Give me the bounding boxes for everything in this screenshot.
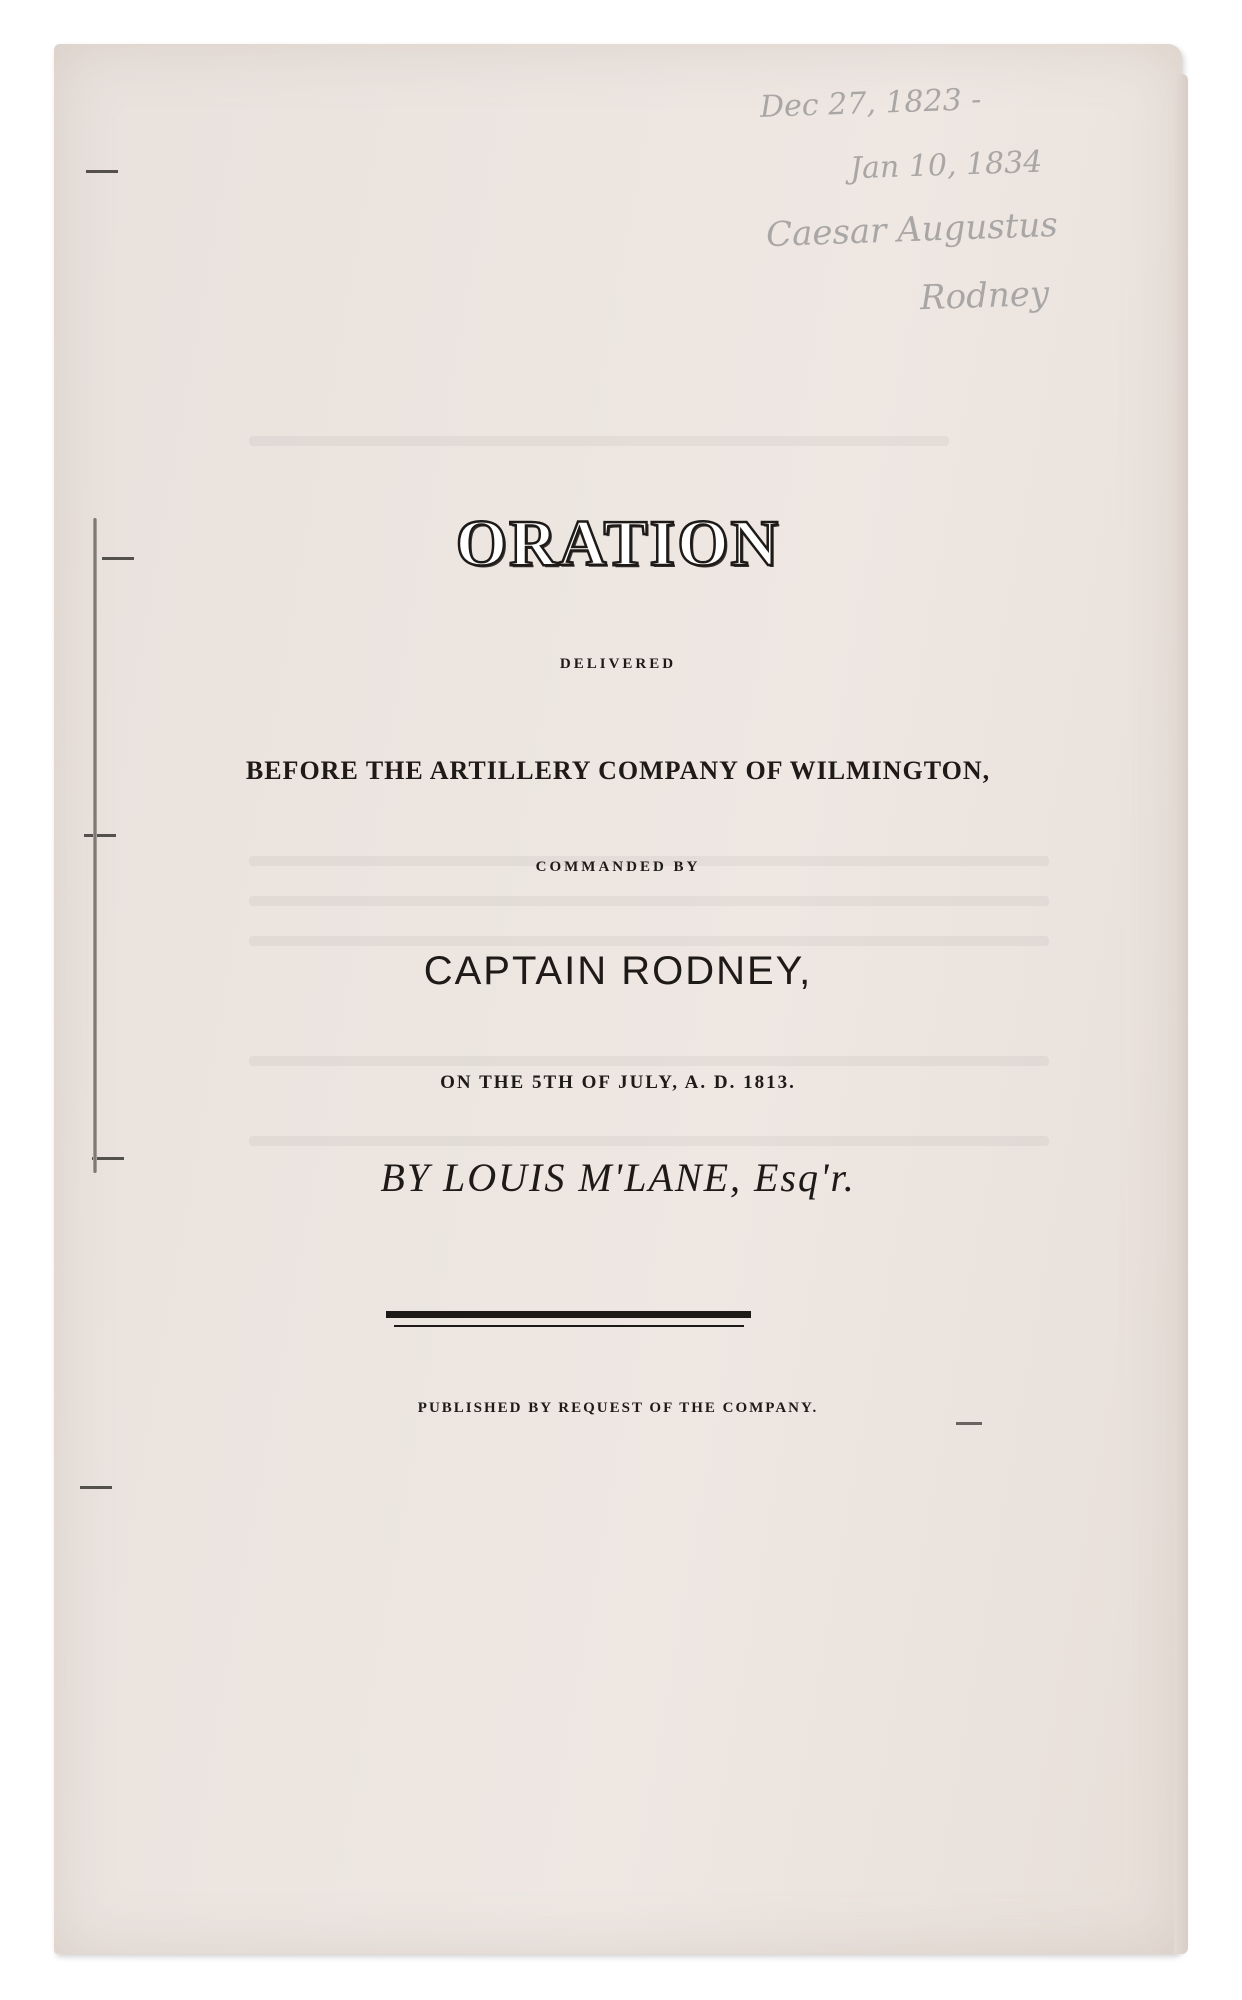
ink-smudge	[956, 1422, 982, 1425]
stitch-mark	[80, 1486, 112, 1489]
ornamental-rule-thick	[386, 1311, 751, 1318]
occasion-line: BEFORE THE ARTILLERY COMPANY OF WILMINGTON,	[245, 756, 991, 785]
show-through-line	[249, 436, 949, 446]
deckled-page-edge	[1174, 74, 1188, 1954]
delivered-line: DELIVERED	[559, 656, 677, 672]
commanded-by-line: COMMANDED BY	[535, 859, 701, 875]
show-through-line	[249, 1136, 1049, 1146]
ornamental-rule-thin	[394, 1325, 744, 1327]
pencil-note-date: Dec 27, 1823 -	[759, 82, 982, 125]
captain-line: CAPTAIN RODNEY,	[423, 949, 813, 993]
author-line: BY LOUIS M'LANE, Esq'r.	[380, 1155, 856, 1200]
stitch-mark	[86, 170, 118, 173]
pencil-note-name: Caesar Augustus	[765, 204, 1059, 256]
imprint-line: PUBLISHED BY REQUEST OF THE COMPANY.	[417, 1400, 819, 1416]
show-through-line	[249, 1056, 1049, 1066]
show-through-line	[249, 896, 1049, 906]
stitch-mark	[84, 834, 116, 837]
date-line: ON THE 5TH OF JULY, A. D. 1813.	[440, 1072, 796, 1093]
spine-binding-thread	[93, 518, 97, 1173]
page-title: ORATION	[455, 507, 781, 580]
pencil-note-surname: Rodney	[919, 273, 1050, 319]
pamphlet-title-page	[54, 44, 1182, 1954]
show-through-line	[249, 936, 1049, 946]
pencil-note-date-2: Jan 10, 1834	[849, 144, 1043, 187]
